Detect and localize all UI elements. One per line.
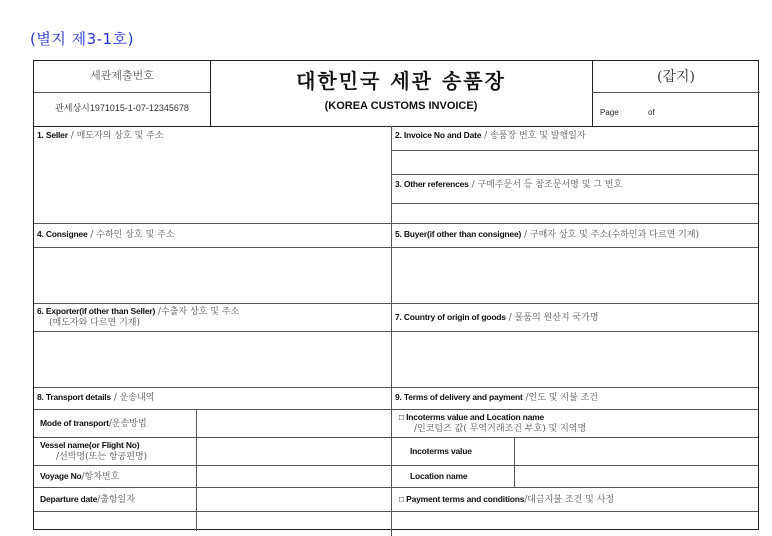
line-mode-bottom [34,437,758,438]
exporter-note: (매도자와 다르면 기재) [49,318,140,328]
header-bottom-line [34,126,758,127]
declaration-number-value: 관세상시1971015-1-07-12345678 [55,103,189,113]
payment-terms-label: □ Payment terms and conditions/대금지불 조건 및 사정 [399,494,615,505]
terms-value-divider [514,437,515,487]
incoterms-value-label: Incoterms value [410,446,472,456]
form-number-label: (별지 제3-1호) [30,30,134,48]
line-consignee-header [34,247,758,248]
vessel-name-kr-label: /선박명(또는 항공편명) [56,452,148,462]
exporter-label: 6. Exporter(if other than Seller) /수출자 상호 및 주소 [37,306,240,317]
line-invoice-bottom [392,150,758,151]
header-declaration-divider [34,92,210,93]
terms-label: 9. Terms of delivery and payment /인도 및 지불 조건 [395,392,598,403]
line-vessel-bottom [34,465,392,466]
location-name-label: Location name [410,471,468,481]
voyage-no-label: Voyage No/항차번호 [40,471,120,482]
incoterms-header-kr-label: /인코텀즈 값( 무역거래조건 부호) 및 지역명 [414,424,587,434]
mode-of-transport-label: Mode of transport/운송방법 [40,418,147,429]
line-origin-header [392,331,758,332]
line-row2-bottom [34,303,758,304]
line-transport-header [34,409,758,410]
line-departure-bottom [34,511,758,512]
line-exporter-header [34,331,392,332]
invoice-form [33,60,759,530]
header-copy-divider [592,92,760,93]
consignee-label: 4. Consignee / 수하인 상호 및 주소 [37,229,175,240]
line-other-refs-bottom [392,203,758,204]
declaration-number-label: 세관제출번호 [90,69,154,82]
line-row1-bottom [34,223,758,224]
seller-label: 1. Seller / 매도자의 상호 및 주소 [37,130,164,141]
line-other-refs-top [392,174,758,175]
departure-date-label: Departure date/출항일자 [40,494,136,505]
line-row3-bottom [34,387,758,388]
transport-value-divider [196,409,197,531]
buyer-label: 5. Buyer(if other than consignee) / 구매자 상호 및 주소(수하인과 다르면 기재) [395,229,700,240]
page-label: Page [600,108,619,117]
invoice-label: 2. Invoice No and Date / 송품장 번호 및 발행일자 [395,130,586,141]
vessel-name-label: Vessel name(or Flight No) [40,440,140,450]
transport-label: 8. Transport details / 운송내역 [37,392,155,403]
other-refs-label: 3. Other references / 구매주문서 등 참조문서명 및 그 번호 [395,179,623,190]
line-incoterms-value-bottom [392,465,758,466]
of-label: of [648,108,655,117]
origin-label: 7. Country of origin of goods / 물품의 원산지 국가명 [395,312,599,323]
document-title: 대한민국 세관 송품장 [296,69,506,93]
incoterms-header-label: □ Incoterms value and Location name [399,412,545,422]
document-subtitle: (KOREA CUSTOMS INVOICE) [324,100,478,112]
copy-label: (갑지) [657,69,695,85]
line-voyage-bottom [34,487,758,488]
